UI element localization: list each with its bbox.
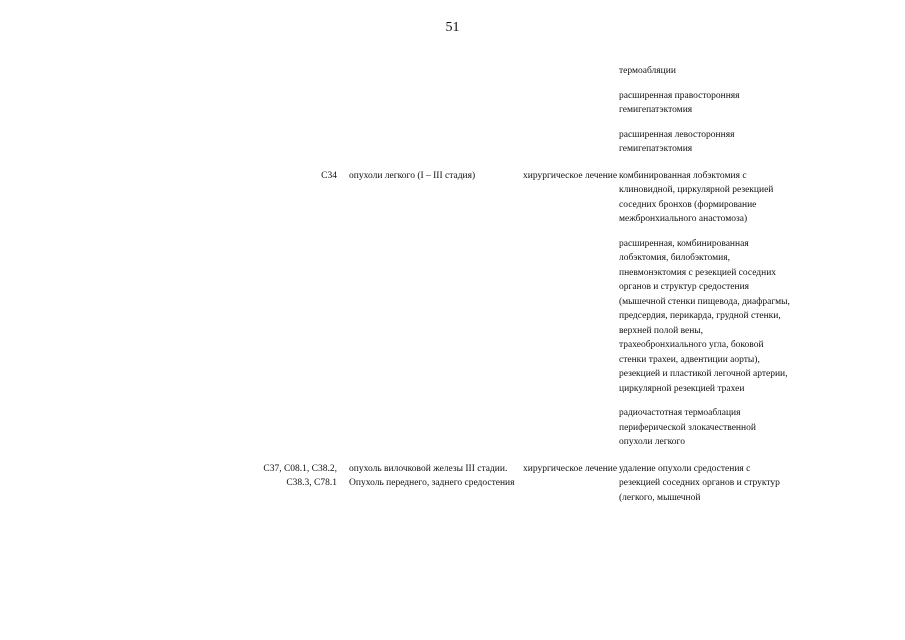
icd-code-cell bbox=[250, 64, 345, 157]
method-item: расширенная левосторонняя гемигепатэктомия bbox=[619, 129, 735, 154]
diagnosis-cell: опухоль вилочковой железы III стадии. Опухоль переднего, заднего средостения bbox=[349, 463, 515, 488]
method-cell bbox=[619, 64, 790, 157]
diagnosis-cell: опухоли легкого (I – III стадия) bbox=[349, 170, 476, 181]
method-item: термоабляции bbox=[619, 66, 676, 76]
method-cell bbox=[619, 462, 790, 506]
icd-code-cell: С34 bbox=[321, 170, 337, 181]
icd-code-cell: С37, С08.1, С38.2, С38.3, С78.1 bbox=[263, 463, 337, 488]
table-row bbox=[250, 462, 790, 506]
method-cell bbox=[619, 169, 790, 450]
page-number: 51 bbox=[445, 20, 460, 35]
treatment-type-cell bbox=[523, 64, 619, 157]
method-item: расширенная, комбинированная лобэктомия, билобэктомия, пневмонэктомия с резекцией соседних органов и структур средостения (мышечной стенки пищевода, диафрагмы, предсердия, перикарда, грудной стенки, верхней полой вены, трахеобронхиального угла, боковой стенки трахеи, адвентиции аорты), резекцией и пластикой легочной артерии, циркулярной резекцией трахеи bbox=[619, 238, 790, 394]
treatment-table bbox=[250, 64, 790, 505]
table-row bbox=[250, 169, 790, 450]
method-item: комбинированная лобэктомия с клиновидной, циркулярной резекцией соседних бронхов (формирование межбронхиального анастомоза) bbox=[619, 170, 774, 224]
treatment-type-cell: хирургическое лечение bbox=[523, 463, 618, 474]
method-item: радиочастотная термоаблация периферической злокачественной опухоли легкого bbox=[619, 408, 756, 447]
diagnosis-cell bbox=[345, 64, 523, 157]
treatment-type-cell: хирургическое лечение bbox=[523, 170, 618, 181]
method-item: расширенная правосторонняя гемигепатэктомия bbox=[619, 90, 740, 115]
table-row bbox=[250, 64, 790, 157]
method-item: удаление опухоли средостения с резекцией соседних органов и структур (легкого, мышечной bbox=[619, 463, 780, 503]
